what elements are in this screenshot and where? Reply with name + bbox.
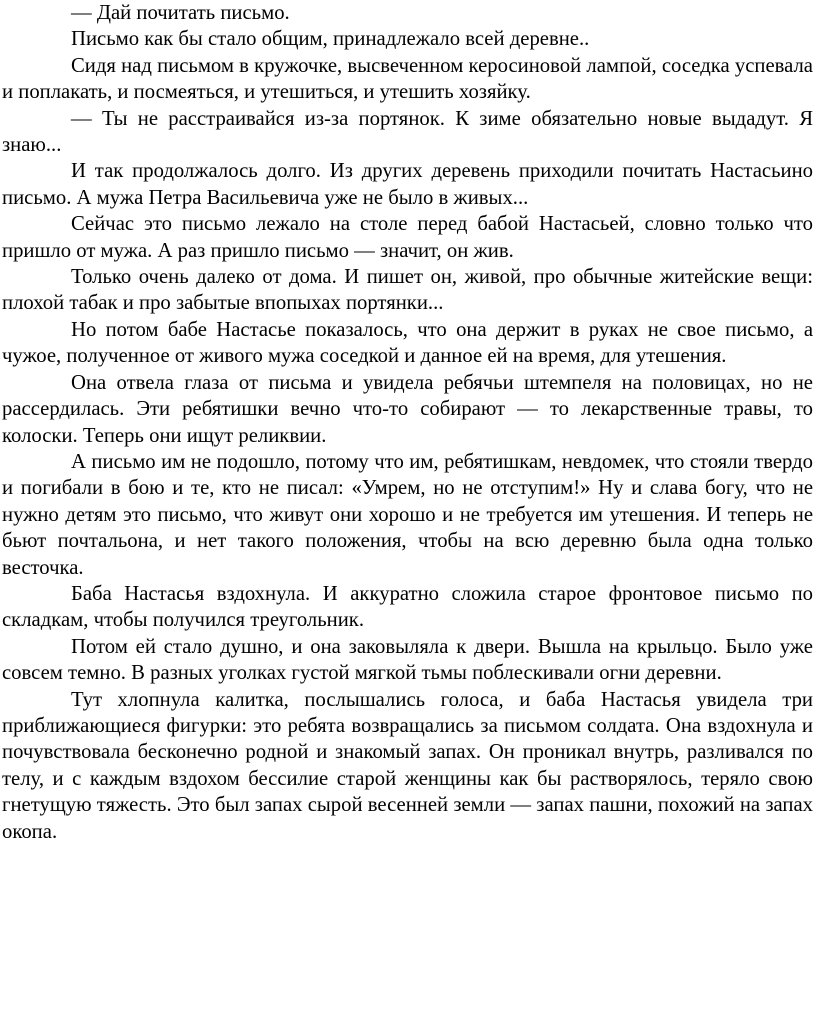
paragraph: И так продолжалось долго. Из других деревень приходили почитать Настасьино письмо. А мужа Петра Васильевича уже не было в живых...: [2, 160, 813, 209]
paragraph: Потом ей стало душно, и она заковыляла к двери. Вышла на крыльцо. Было уже совсем темно. В разных уголках густой мягкой тьмы поблескивали огни деревни.: [2, 635, 813, 685]
paragraph: — Дай почитать письмо.: [71, 2, 290, 24]
paragraph: Сидя над письмом в кружочке, высвеченном керосиновой лампой, соседка успевала и поплакать, и посмеяться, и утешиться, и утешить хозяйку.: [2, 54, 813, 104]
paragraph: Она отвела глаза от письма и увидела ребячьи штемпеля на половицах, но не рассердилась. Эти ребятишки вечно что-то собирают — то лекарственные травы, то колоски. Теперь они ищут реликвии.: [2, 371, 813, 447]
paragraph: Но потом бабе Настасье показалось, что она держит в руках не свое письмо, а чужое, полученное от живого мужа соседкой и данное ей на время, для утешения.: [2, 318, 813, 368]
paragraph: Сейчас это письмо лежало на столе перед бабой Настасьей, словно только что пришло от мужа. А раз пришло письмо — значит, он жив.: [2, 213, 813, 262]
paragraph: — Ты не расстраивайся из-за портянок. К зиме обязательно новые выдадут. Я знаю...: [2, 107, 813, 157]
paragraph: Только очень далеко от дома. И пишет он, живой, про обычные житейские вещи: плохой табак и про забытые впопыхах портянки...: [2, 266, 813, 315]
paragraph: Письмо как бы стало общим, принадлежало всей деревне..: [71, 28, 590, 51]
paragraph: Баба Настасья вздохнула. И аккуратно сложила старое фронтовое письмо по складкам, чтобы получился треугольник.: [2, 582, 813, 632]
paragraph: Тут хлопнула калитка, послышались голоса, и баба Настасья увидела три приближающиеся фигурки: это ребята возвращались за письмом солдата. Она вздохнула и почувствовала бесконечно родной и знакомый запах. Он проникал внутрь, разливался по телу, и с каждым вздохом бессилие старой женщины как бы растворялось, теряло свою гнетущую тяжесть. Это был запах сырой весенней земли — запах пашни, похожий на запах окопа.: [2, 688, 813, 843]
paragraph: А письмо им не подошло, потому что им, ребятишкам, невдомек, что стояли твердо и погибали в бою и те, кто не писал: «Умрем, но не отступим!» Ну и слава богу, что не нужно детям это письмо, что живут они хорошо и не требуется им утешения. И теперь не бьют почтальона, и нет такого положения, чтобы на всю деревню была одна только весточка.: [2, 450, 813, 579]
